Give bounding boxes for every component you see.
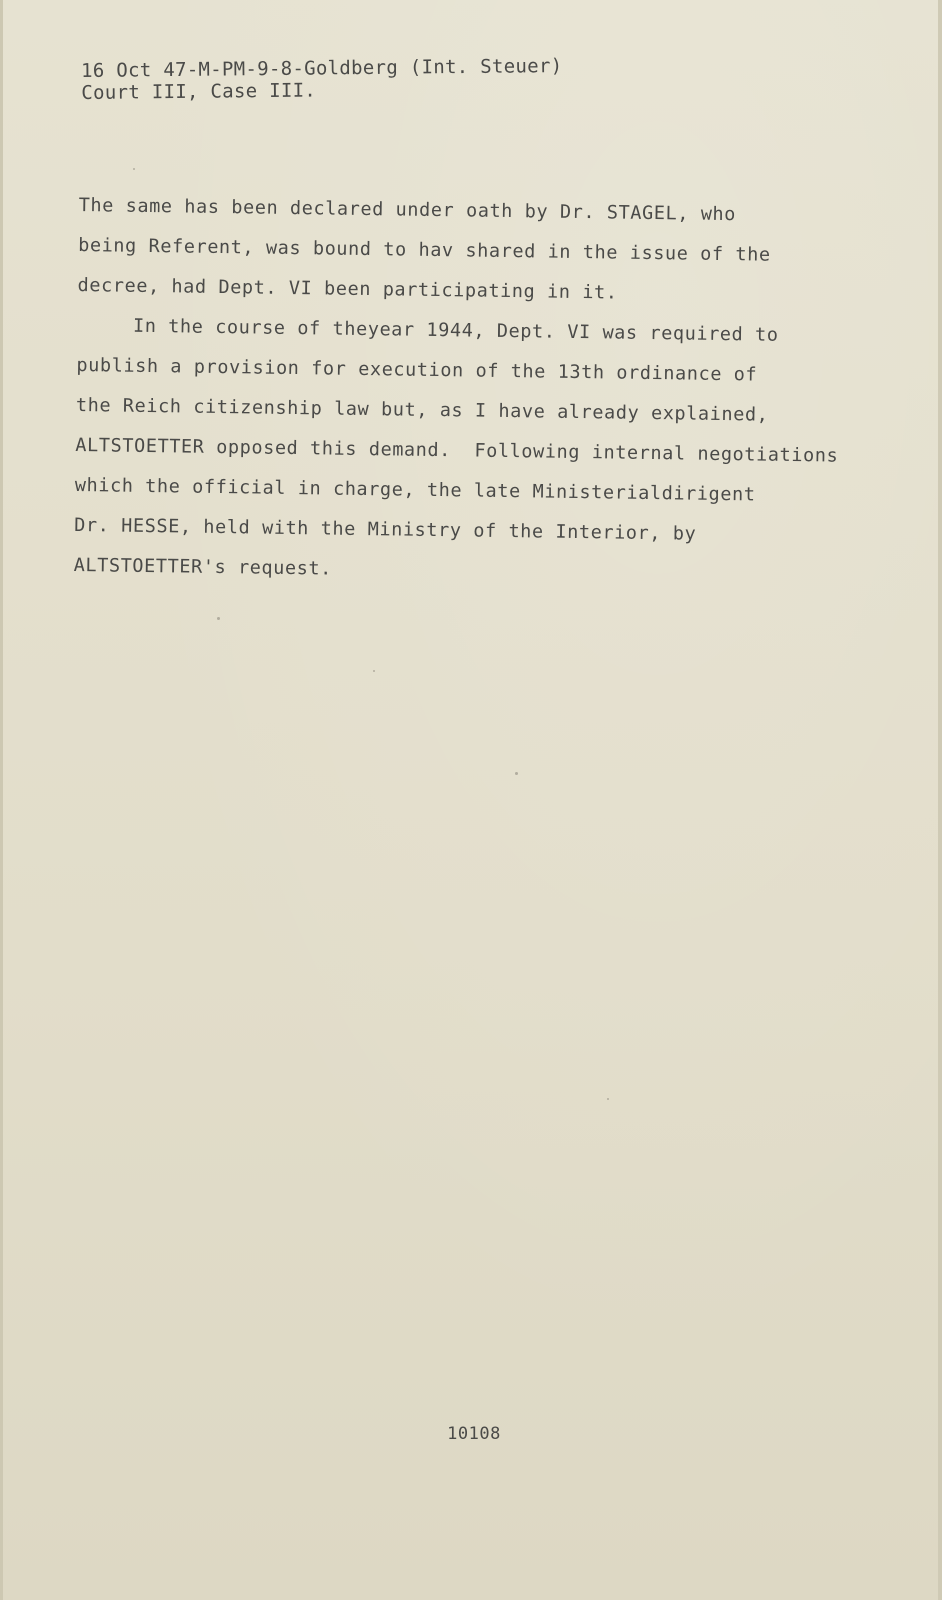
paper-speck	[217, 617, 220, 620]
page-number: 10108	[447, 1424, 501, 1444]
body-line: Dr. HESSE, held with the Ministry of the Interior, by	[74, 514, 697, 545]
body-line: being Referent, was bound to hav shared in the issue of the	[78, 234, 771, 266]
body-line: which the official in charge, the late Ministerialdirigent	[74, 474, 756, 506]
paper-speck	[515, 772, 518, 775]
paper-speck	[373, 670, 375, 672]
body-line: ALTSTOETTER opposed this demand. Following internal negotiations	[75, 434, 839, 467]
paper-speck	[607, 1098, 609, 1100]
body-line: The same has been declared under oath by Dr. STAGEL, who	[78, 194, 737, 226]
paper-speck	[133, 168, 135, 170]
document-header	[81, 55, 563, 104]
body-line: publish a provision for execution of the 13th ordinance of	[76, 354, 758, 386]
header-line-court-case: Court III, Case III.	[81, 79, 317, 104]
body-line: the Reich citizenship law but, as I have already explained,	[75, 394, 769, 426]
header-line-date-reference: 16 Oct 47-M-PM-9-8-Goldberg (Int. Steuer)	[81, 54, 563, 82]
body-line: In the course of theyear 1944, Dept. VI was required to	[132, 315, 779, 346]
body-line: ALTSTOETTER's request.	[73, 554, 333, 580]
document-body	[73, 186, 879, 597]
body-line: decree, had Dept. VI been participating in it.	[77, 274, 618, 304]
